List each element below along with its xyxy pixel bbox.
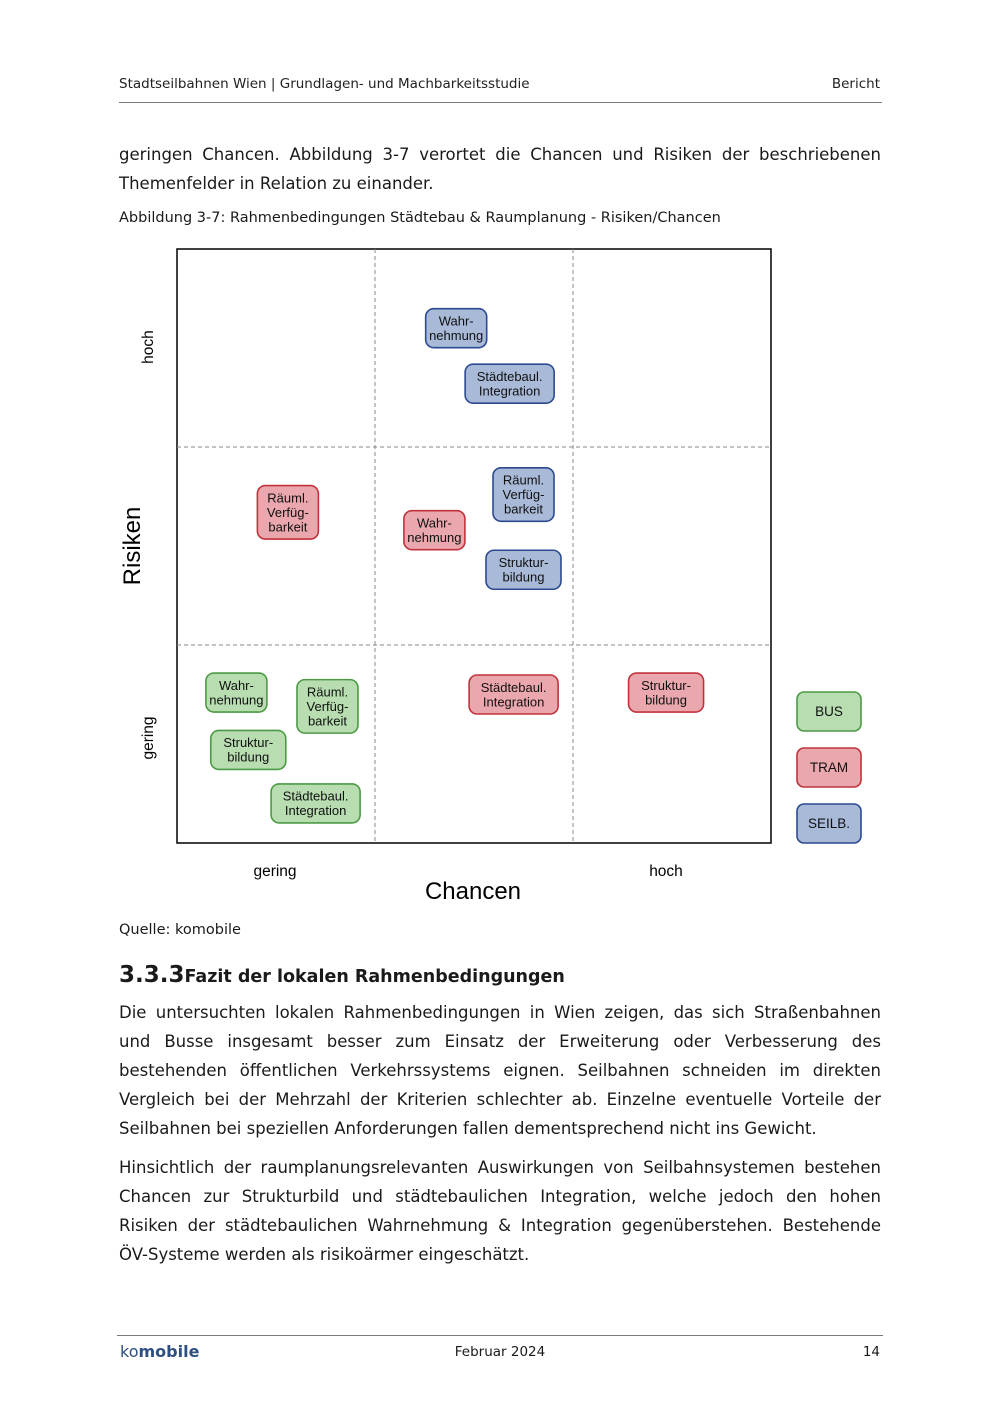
svg-text:Verfüg-: Verfüg- [502,487,545,503]
point-bus-wahrnehmung [206,673,267,712]
header-title: Stadtseilbahnen Wien | Grundlagen- und Machbarkeitsstudie [119,76,530,92]
svg-text:Struktur-: Struktur- [641,677,691,693]
y-tick-low: gering [140,716,157,760]
section-number: 3.3.3 [119,962,185,988]
svg-text:Struktur-: Struktur- [223,735,274,751]
section-paragraph-1: Die untersuchten lokalen Rahmenbedingungen in Wien zeigen, das sich Straßenbahnen und Busse insgesamt besser zum Einsatz der Erweiterung oder Verbesserung des bestehenden öffentlichen Verkehrssystems eignen. Seilbahnen schneiden im direkten Vergleich bei der Mehrzahl der Kriterien schlechter ab. Einzelne eventuelle Vorteile der Seilbahnen bei speziellen Anforderungen fallen dementsprechend nicht ins Gewicht. [119,1003,881,1138]
point-bus-räumlverfügbarkeit [297,680,358,734]
komobile-logo: komobile [120,1342,200,1361]
point-bus-städtebaulintegration [271,784,360,823]
y-axis-label: Risiken [119,506,146,586]
legend-bus [797,692,861,731]
svg-text:Verfüg-: Verfüg- [266,504,309,520]
svg-text:nehmung: nehmung [209,692,264,708]
page-number: 14 [862,1344,880,1360]
legend-seilb [797,804,861,843]
figure-caption: Abbildung 3-7: Rahmenbedingungen Städtebau & Raumplanung - Risiken/Chancen [119,210,721,226]
svg-text:Struktur-: Struktur- [498,555,549,571]
svg-text:barkeit: barkeit [268,519,308,535]
x-axis-label: Chancen [424,878,522,905]
point-seilb-räumlverfügbarkeit [493,468,554,522]
svg-text:Wahr-: Wahr- [438,313,474,329]
svg-text:Räuml.: Räuml. [267,490,309,506]
svg-text:Integration: Integration [482,694,545,710]
point-tram-räumlverfügbarkeit [257,486,318,539]
svg-text:nehmung: nehmung [429,327,484,343]
svg-text:bildung: bildung [645,692,688,708]
svg-text:Integration: Integration [284,803,347,819]
point-tram-strukturbildung [629,673,704,712]
x-tick-high: hoch [649,863,683,880]
svg-text:Räuml.: Räuml. [502,472,545,488]
section-heading [119,962,565,988]
page-footer [117,1335,883,1366]
figure-source: Quelle: komobile [119,922,241,938]
chart-legend [797,692,861,843]
point-tram-städtebaulintegration [469,675,558,714]
svg-text:barkeit: barkeit [307,713,347,729]
risk-chance-chart [110,238,890,914]
section-title: Fazit der lokalen Rahmenbedingungen [184,967,565,987]
svg-text:barkeit: barkeit [503,501,544,517]
point-tram-wahrnehmung [404,511,465,550]
legend-tram [797,748,861,787]
svg-text:Städtebaul.: Städtebaul. [476,368,543,384]
x-tick-low: gering [253,863,297,880]
svg-text:Wahr-: Wahr- [218,677,254,693]
svg-text:bildung: bildung [227,749,270,765]
point-seilb-wahrnehmung [426,309,487,348]
section-paragraph-2: Hinsichtlich der raumplanungsrelevanten Auswirkungen von Seilbahnsystemen bestehen Chancen zur Strukturbild und städtebaulichen Integration, welche jedoch den hohen Risiken der städtebaulichen Wahrnehmung & Integration gegenüberstehen. Bestehende ÖV-Systeme werden als risikoärmer eingeschätzt. [119,1158,881,1264]
point-seilb-strukturbildung [486,550,561,589]
svg-text:Integration: Integration [478,383,541,399]
header-doc-type: Bericht [831,76,880,92]
svg-text:SEILB.: SEILB. [807,816,851,831]
svg-text:TRAM: TRAM [809,760,849,775]
svg-text:bildung: bildung [502,569,545,585]
svg-text:Verfüg-: Verfüg- [306,698,349,714]
y-tick-high: hoch [140,330,157,364]
svg-text:BUS: BUS [815,704,843,719]
svg-text:Wahr-: Wahr- [416,515,452,531]
svg-text:Städtebaul.: Städtebaul. [480,679,547,695]
intro-paragraph: geringen Chancen. Abbildung 3-7 verortet die Chancen und Risiken der beschriebenen Themenfelder in Relation zu einander. [119,145,881,193]
svg-text:Städtebaul.: Städtebaul. [282,788,349,804]
page-header [119,76,882,103]
svg-text:Räuml.: Räuml. [306,684,349,700]
footer-date: Februar 2024 [454,1344,546,1360]
svg-text:nehmung: nehmung [407,529,462,545]
point-seilb-städtebaulintegration [465,364,554,403]
point-bus-strukturbildung [211,730,286,769]
